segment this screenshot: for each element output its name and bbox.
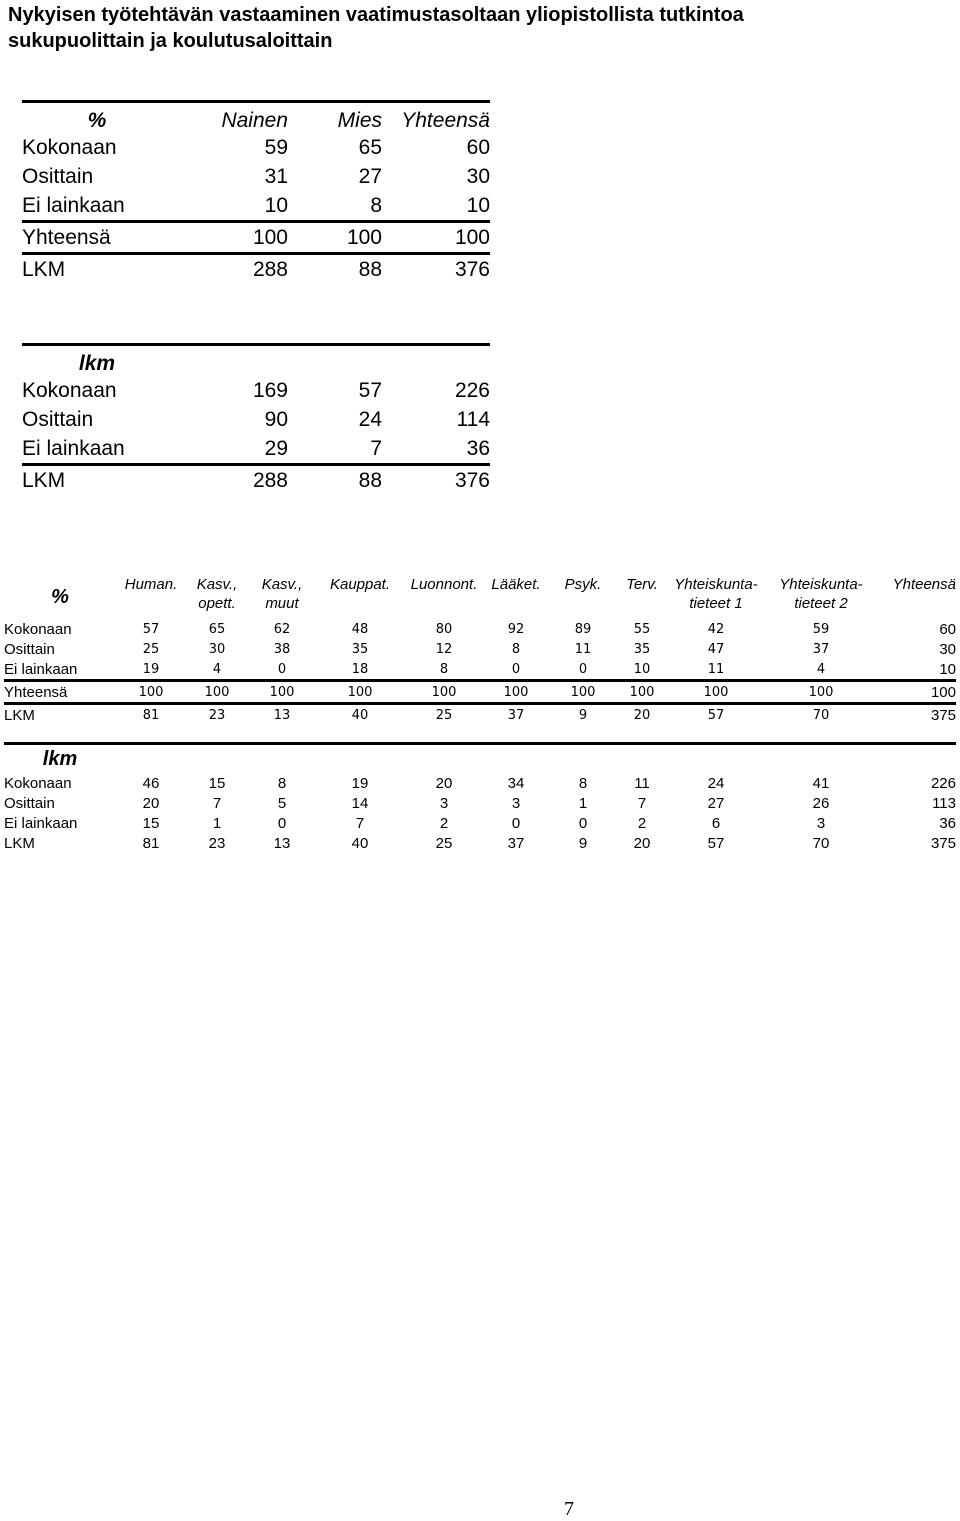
table-cell: 11 [574,641,592,657]
column-header-line-1: Yhteiskunta- [674,576,758,593]
table-cell: 11 [707,661,725,677]
table-cell: 57 [358,378,382,402]
column-header: Nainen [172,102,288,134]
table-cell: 60 [939,620,956,638]
table-cell: 8 [277,774,287,792]
table-cell: 114 [456,407,490,431]
table-cell: 0 [277,661,287,677]
column-header [876,575,956,619]
column-header-line-1: Terv. [626,576,658,593]
table-row [22,133,490,162]
table-cell: 23 [208,834,226,852]
column-header-line-1: Yhteensä [892,576,956,593]
table-row [22,254,490,285]
table-cell: 5 [277,794,287,812]
row-label: Kokonaan [4,774,72,792]
page-number: 7 [564,1498,574,1520]
table-cell: 7 [370,436,382,460]
table-cell: 100 [766,681,876,704]
table-cell: 15 [142,814,160,832]
table-header-row [22,102,490,134]
row-label: LKM [4,704,116,726]
table-cell: 57 [666,704,766,726]
table-cell: 23 [186,704,248,726]
table-row [22,405,490,434]
table-cell: 48 [351,621,369,637]
table-row [4,793,956,813]
column-header [186,575,248,619]
column-header: Yhteensä [382,102,490,134]
table-cell: 113 [932,794,956,812]
table-cell: 8 [511,641,521,657]
row-label: Ei lainkaan [4,814,78,832]
table-cell: 24 [707,774,725,792]
table-cell: 24 [358,407,382,431]
column-header [618,575,666,619]
table-cell: 57 [707,834,725,852]
table-cell: 60 [466,135,490,159]
table-cell: 81 [142,834,160,852]
table-cell: 89 [574,621,592,637]
table-row [4,619,956,639]
table-cell: 20 [435,774,453,792]
table-cell: 59 [264,135,288,159]
column-header: Mies [288,102,382,134]
row-label: LKM [22,254,172,285]
table-row [22,376,490,405]
table-cell: 9 [548,704,618,726]
column-header-line-2: muut [265,595,299,612]
table-cell: 37 [484,704,548,726]
column-header-line-1: Yhteiskunta- [779,576,863,593]
table-cell: 288 [172,254,288,285]
table-row [22,191,490,222]
table-cell: 59 [812,621,830,637]
table-cell: 100 [316,681,404,704]
table-row [4,681,956,704]
table-cell: 9 [578,834,588,852]
column-header-line-1: Psyk. [564,576,602,593]
table-row [4,813,956,833]
table-cell: 100 [288,222,382,254]
table-cell: 7 [637,794,647,812]
table-row [4,773,956,793]
corner-label: lkm [4,744,116,774]
corner-label: lkm [22,345,172,377]
table-cell: 20 [633,834,651,852]
table-cell: 38 [273,641,291,657]
table-cell: 100 [186,681,248,704]
table-cell: 376 [382,465,490,496]
column-header [116,575,186,619]
column-header-line-2: tieteet 2 [794,595,848,612]
table-cell: 10 [633,661,651,677]
column-header-line-1: Kasv., [196,576,238,593]
table-cell: 11 [634,774,650,792]
table-cell: 0 [511,661,521,677]
table-cell: 3 [439,794,449,812]
gender-count-table [22,343,490,495]
table-cell: 1 [578,794,588,812]
table-cell: 288 [172,465,288,496]
table-cell: 376 [382,254,490,285]
row-label: Ei lainkaan [22,193,125,217]
row-label: Kokonaan [22,135,117,159]
table-cell: 65 [358,135,382,159]
table-cell: 70 [766,704,876,726]
table-cell: 14 [351,794,369,812]
table-cell: 8 [439,661,449,677]
column-header-line-1: Human. [124,576,178,593]
table-row [4,659,956,681]
table-cell: 100 [618,681,666,704]
table-cell: 100 [116,681,186,704]
column-header [404,575,484,619]
table-cell: 26 [812,794,830,812]
table-header-row [22,345,490,377]
table-cell: 0 [578,661,588,677]
table-cell: 30 [939,640,956,658]
row-label: Kokonaan [4,620,72,638]
table-cell: 7 [212,794,222,812]
table-cell: 25 [404,704,484,726]
table-cell: 27 [707,794,725,812]
table-cell: 6 [711,814,721,832]
table-cell: 62 [273,621,291,637]
corner-label: % [51,585,69,608]
table-cell: 3 [511,794,521,812]
table-cell: 100 [876,681,956,704]
table-cell: 88 [288,465,382,496]
table-cell: 375 [930,834,956,852]
column-header [484,575,548,619]
table-cell: 4 [816,661,826,677]
table-cell: 100 [404,681,484,704]
table-cell: 13 [273,834,291,852]
table-cell: 20 [618,704,666,726]
column-header [766,575,876,619]
table-cell: 3 [816,814,826,832]
table-cell: 100 [382,222,490,254]
table-header-row [4,575,956,619]
table-cell: 0 [511,814,521,832]
table-cell: 0 [277,814,287,832]
table-cell: 30 [208,641,226,657]
table-cell: 81 [116,704,186,726]
table-row [22,434,490,465]
field-count-table [4,742,956,853]
column-header-line-2: tieteet 1 [689,595,743,612]
table-cell: 15 [208,774,226,792]
table-cell: 2 [439,814,449,832]
table-cell: 30 [466,164,490,188]
table-cell: 8 [578,774,588,792]
table-cell: 42 [707,621,725,637]
table-cell: 12 [435,641,453,657]
table-row [4,833,956,853]
row-label: Yhteensä [4,681,116,704]
table-cell: 88 [288,254,382,285]
table-cell: 10 [939,660,956,678]
table-cell: 31 [264,164,288,188]
corner-label: % [22,102,172,134]
table-cell: 100 [172,222,288,254]
table-cell: 41 [812,774,830,792]
table-cell: 10 [466,193,490,217]
row-label: LKM [22,465,172,496]
table-row [22,222,490,254]
table-row [4,639,956,659]
table-cell: 18 [351,661,369,677]
table-cell: 34 [507,774,525,792]
row-label: LKM [4,834,35,852]
table-cell: 37 [507,834,525,852]
table-cell: 57 [142,621,160,637]
table-header-row [4,744,956,774]
row-label: Ei lainkaan [4,660,78,678]
table-cell: 19 [142,661,160,677]
table-cell: 90 [264,407,288,431]
table-cell: 100 [248,681,316,704]
table-cell: 29 [264,436,288,460]
gender-percent-table [22,100,490,284]
table-cell: 226 [454,378,490,402]
table-cell: 7 [355,814,365,832]
column-header-line-1: Lääket. [491,576,541,593]
table-cell: 0 [578,814,588,832]
table-cell: 13 [248,704,316,726]
row-label: Yhteensä [22,222,172,254]
table-cell: 40 [351,834,369,852]
table-cell: 92 [507,621,525,637]
column-header-line-1: Luonnont. [410,576,478,593]
table-cell: 10 [264,193,288,217]
table-row [22,465,490,496]
column-header-line-2: opett. [198,595,236,612]
table-cell: 4 [212,661,222,677]
table-cell: 169 [252,378,288,402]
table-cell: 100 [666,681,766,704]
table-cell: 55 [633,621,651,637]
field-percent-table [4,575,956,725]
table-cell: 25 [435,834,453,852]
document-title [8,2,744,54]
table-row [4,704,956,726]
row-label: Osittain [22,407,94,431]
title-line-1: Nykyisen työtehtävän vastaaminen vaatimustasoltaan yliopistollista tutkintoa [8,4,744,26]
table-cell: 100 [548,681,618,704]
row-label: Osittain [4,794,55,812]
table-cell: 25 [142,641,160,657]
column-header-line-1: Kauppat. [329,576,391,593]
table-cell: 2 [637,814,647,832]
table-cell: 46 [142,774,160,792]
table-cell: 35 [633,641,651,657]
table-cell: 375 [876,704,956,726]
table-cell: 226 [930,774,956,792]
column-header [548,575,618,619]
table-cell: 40 [316,704,404,726]
column-header-line-1: Kasv., [261,576,303,593]
table-cell: 19 [351,774,369,792]
table-cell: 70 [812,834,830,852]
column-header [316,575,404,619]
table-cell: 80 [435,621,453,637]
row-label: Osittain [22,164,94,188]
table-row [22,162,490,191]
table-cell: 1 [212,814,222,832]
table-cell: 37 [812,641,830,657]
table-cell: 100 [484,681,548,704]
table-cell: 65 [208,621,226,637]
title-line-2: sukupuolittain ja koulutusaloittain [8,30,333,52]
table-cell: 20 [142,794,160,812]
row-label: Osittain [4,640,55,658]
table-cell: 35 [351,641,369,657]
column-header [248,575,316,619]
table-cell: 8 [370,193,382,217]
table-cell: 36 [939,814,956,832]
column-header [666,575,766,619]
row-label: Ei lainkaan [22,436,125,460]
table-cell: 27 [358,164,382,188]
row-label: Kokonaan [22,378,117,402]
table-cell: 36 [466,436,490,460]
table-cell: 47 [707,641,725,657]
